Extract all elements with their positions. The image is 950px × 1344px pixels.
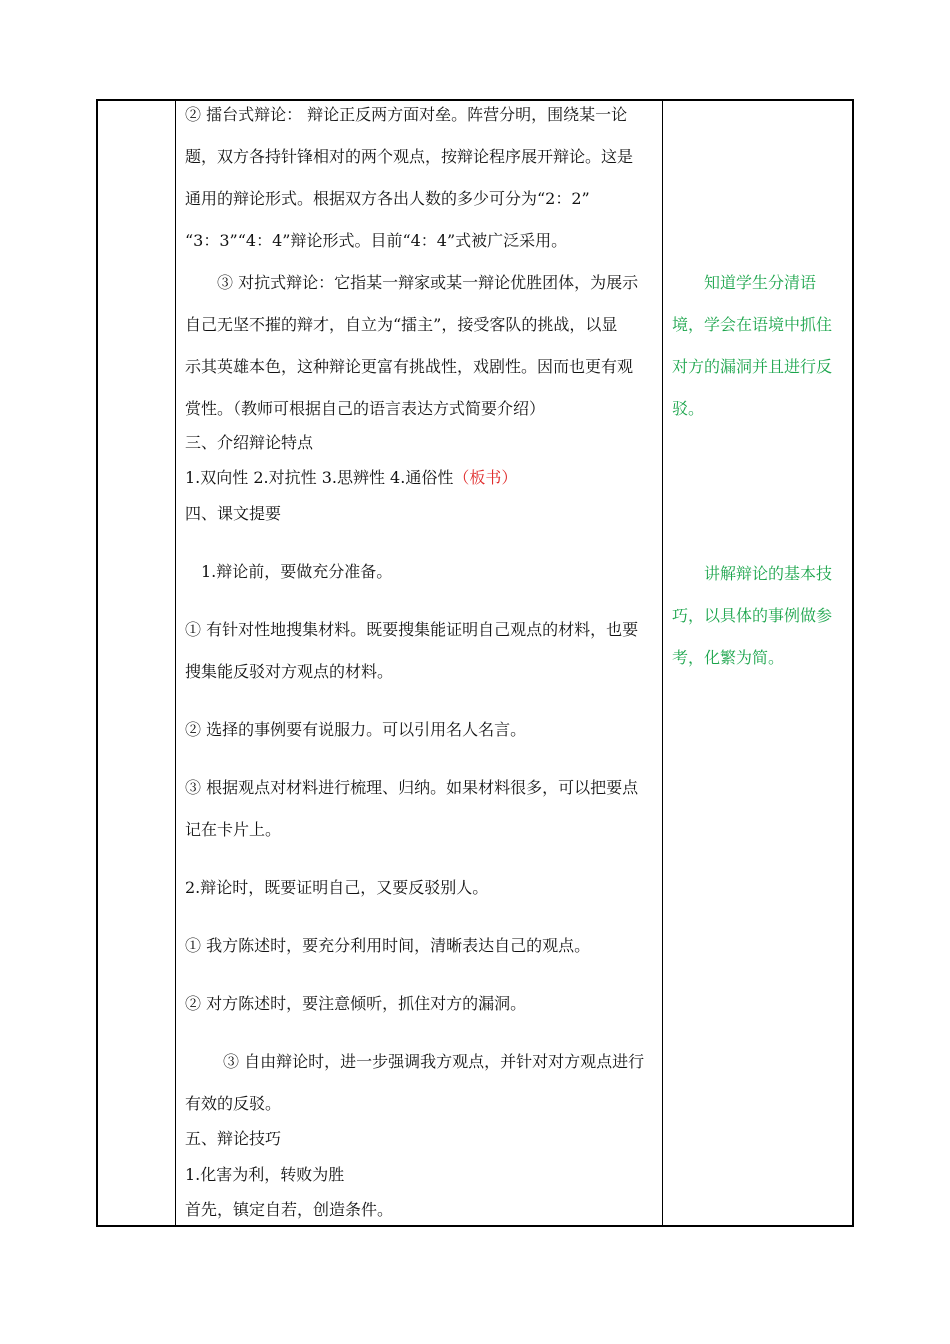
column-divider-2 [662,101,663,1225]
note2-line3: 考，化繁为简。 [672,648,785,667]
section4-point1a-line2: 搜集能反驳对方观点的材料。 [185,662,394,681]
note2-line2: 巧，以具体的事例做参 [672,606,833,625]
para1-line2: 题，双方各持针锋相对的两个观点，按辩论程序展开辩论。这是 [185,147,634,166]
section4-point1: 1.辩论前，要做充分准备。 [201,562,393,581]
note1-line2: 境，学会在语境中抓住 [672,315,833,334]
section4-point2b: ② 对方陈述时，要注意倾听，抓住对方的漏洞。 [185,994,527,1013]
section4-point2: 2.辩论时，既要证明自己，又要反驳别人。 [185,878,489,897]
section3-items-line [185,467,517,489]
section4-point2c-line1: ③ 自由辩论时，进一步强调我方观点，并针对对方观点进行 [223,1052,645,1071]
section4-heading: 四、课文提要 [185,504,282,523]
section4-point2c-line2: 有效的反驳。 [185,1094,282,1113]
section4-point1c-line2: 记在卡片上。 [185,820,282,839]
section5-heading: 五、辩论技巧 [185,1129,282,1148]
para2-line2: 自己无坚不摧的辩才，自立为“擂主”，接受客队的挑战，以显 [185,315,618,334]
section4-point1b: ② 选择的事例要有说服力。可以引用名人名言。 [185,720,527,739]
para1-line4: “3：3”“4：4”辩论形式。目前“4：4”式被广泛采用。 [185,231,568,250]
para1-line1: ② 擂台式辩论： 辩论正反两方面对垒。阵营分明，围绕某一论 [185,105,628,124]
note1-line3: 对方的漏洞并且进行反 [672,357,833,376]
section4-point2a: ① 我方陈述时，要充分利用时间，清晰表达自己的观点。 [185,936,591,955]
blackboard-note: （板书） [453,468,518,487]
para2-line3: 示其英雄本色，这种辩论更富有挑战性，戏剧性。因而也更有观 [185,357,634,376]
note1-line1: 知道学生分清语 [704,273,817,292]
section5-item1-detail: 首先，镇定自若，创造条件。 [185,1200,394,1219]
para1-line3: 通用的辩论形式。根据双方各出人数的多少可分为“2：2” [185,189,590,208]
section5-item1: 1.化害为利，转败为胜 [185,1165,345,1184]
section4-point1a-line1: ① 有针对性地搜集材料。既要搜集能证明自己观点的材料，也要 [185,620,639,639]
note2-line1: 讲解辩论的基本技 [704,564,833,583]
lesson-table [96,99,854,1227]
section3-items: 1.双向性 2.对抗性 3.思辨性 4.通俗性 [185,468,454,487]
note1-line4: 驳。 [672,399,705,418]
section3-heading: 三、介绍辩论特点 [185,433,314,452]
section4-point1c-line1: ③ 根据观点对材料进行梳理、归纳。如果材料很多，可以把要点 [185,778,639,797]
para2-line4: 赏性。（教师可根据自己的语言表达方式简要介绍） [185,399,546,418]
column-divider-1 [175,101,176,1225]
para2-line1: ③ 对抗式辩论：它指某一辩家或某一辩论优胜团体，为展示 [217,273,639,292]
